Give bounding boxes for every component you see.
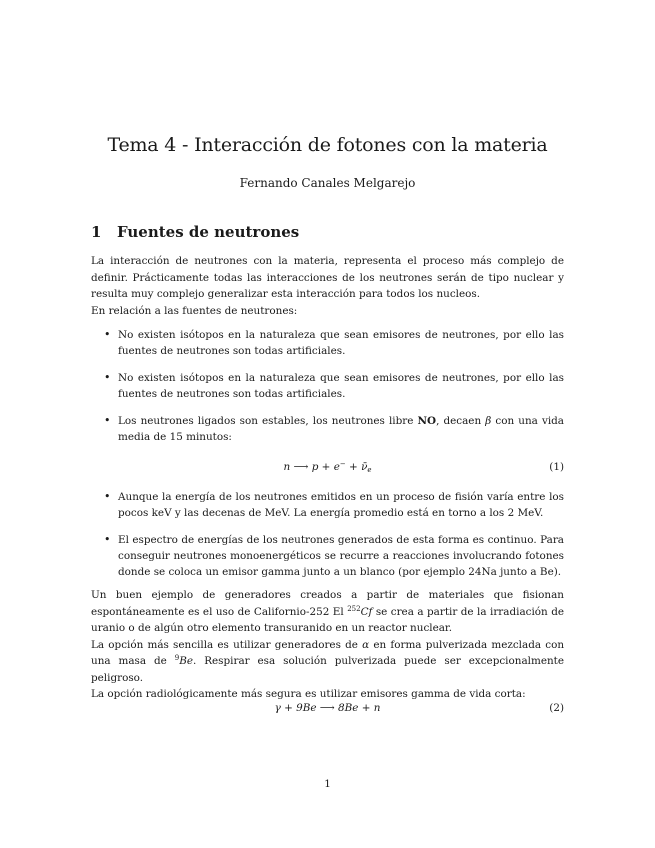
bullet-list-b	[91, 489, 564, 580]
bullet-text: Los neutrones ligados son estables, los neutrones libre	[118, 415, 418, 427]
bold-no: NO	[417, 415, 437, 427]
para-text: La opción más sencilla es utilizar generadores de	[91, 638, 363, 651]
para-text: Un buen ejemplo de generadores creados a partir de materiales que fisionan espontáneamente es el uso de Californio-252 El	[91, 589, 564, 618]
page-number: 1	[324, 778, 331, 790]
list-item: • Aunque la energía de los neutrones emitidos en un proceso de fisión varía entre los pocos keV y las decenas de MeV. La energía promedio está en torno a los 2 MeV.	[91, 489, 564, 521]
paragraph-2	[91, 587, 564, 703]
para-text: en forma pulverizada mezclada con una masa de	[91, 638, 565, 667]
list-item	[91, 413, 564, 445]
section-title: Fuentes de neutrones	[117, 223, 300, 241]
equation-1-tag: (1)	[549, 461, 564, 473]
cf-mass-number: 252	[347, 604, 361, 613]
bullet-list-a	[91, 327, 564, 445]
equation-2-expression: γ + 9Be ⟶ 8Be + n	[274, 702, 381, 714]
intro-paragraph	[91, 253, 564, 319]
intro-text: La interacción de neutrones con la materia, representa el proceso más complejo de definir. Prácticamente todas las interacciones de los neutrones serán de tipo nuclear y resulta muy complejo generalizar esta interacción para todos los nucleos.	[91, 255, 564, 300]
document-title: Tema 4 - Interacción de fotones con la materia	[107, 134, 548, 156]
bullet-text: con una vida media de 15 minutos:	[118, 415, 564, 443]
eq-plus: +	[321, 461, 331, 473]
para-text: se crea a partir de la irradiación de uranio o de algún otro elemento transuranido en un reactor nuclear.	[91, 605, 564, 634]
beta-symbol: β	[485, 415, 492, 427]
list-item: • No existen isótopos en la naturaleza que sean emisores de neutrones, por ello las fuentes de neutrones son todas artificiales.	[91, 370, 564, 402]
eq-p: p	[311, 461, 319, 473]
eq-arrow: ⟶	[293, 461, 309, 473]
list-item: • No existen isótopos en la naturaleza que sean emisores de neutrones, por ello las fuentes de neutrones son todas artificiales.	[91, 327, 564, 359]
cf-symbol: Cf	[360, 605, 373, 618]
section-heading	[91, 223, 299, 241]
eq-e: e	[333, 461, 340, 473]
section-number: 1	[91, 223, 102, 241]
para-text: La opción radiológicamente más segura es utilizar emisores gamma de vida corta:	[91, 688, 526, 700]
equation-1-expression	[91, 461, 564, 473]
equation-2-tag: (2)	[549, 702, 564, 714]
document-author: Fernando Canales Melgarejo	[239, 176, 416, 190]
be-mass-number: 9	[174, 654, 180, 662]
eq-n: n	[283, 461, 291, 473]
eq-e-sup: −	[339, 460, 346, 468]
list-item: • El espectro de energías de los neutrones generados de esta forma es continuo. Para conseguir neutrones monoenergéticos se recurre a reacciones involucrando fotones donde se coloca un emisor gamma junto a un blanco (por ejemplo 24Na junto a Be).	[91, 532, 564, 580]
alpha-symbol: α	[362, 638, 370, 651]
intro-line2: En relación a las fuentes de neutrones:	[91, 304, 298, 317]
be-symbol: Be	[179, 655, 193, 667]
eq-plus: +	[349, 461, 358, 473]
para-text: . Respirar esa solución pulverizada puede ser excepcionalmente peligroso.	[91, 655, 564, 684]
bullet-text: , decaen	[436, 415, 486, 427]
eq-nu-sub: e	[367, 466, 372, 474]
eq-nu: ν̄	[361, 461, 368, 473]
